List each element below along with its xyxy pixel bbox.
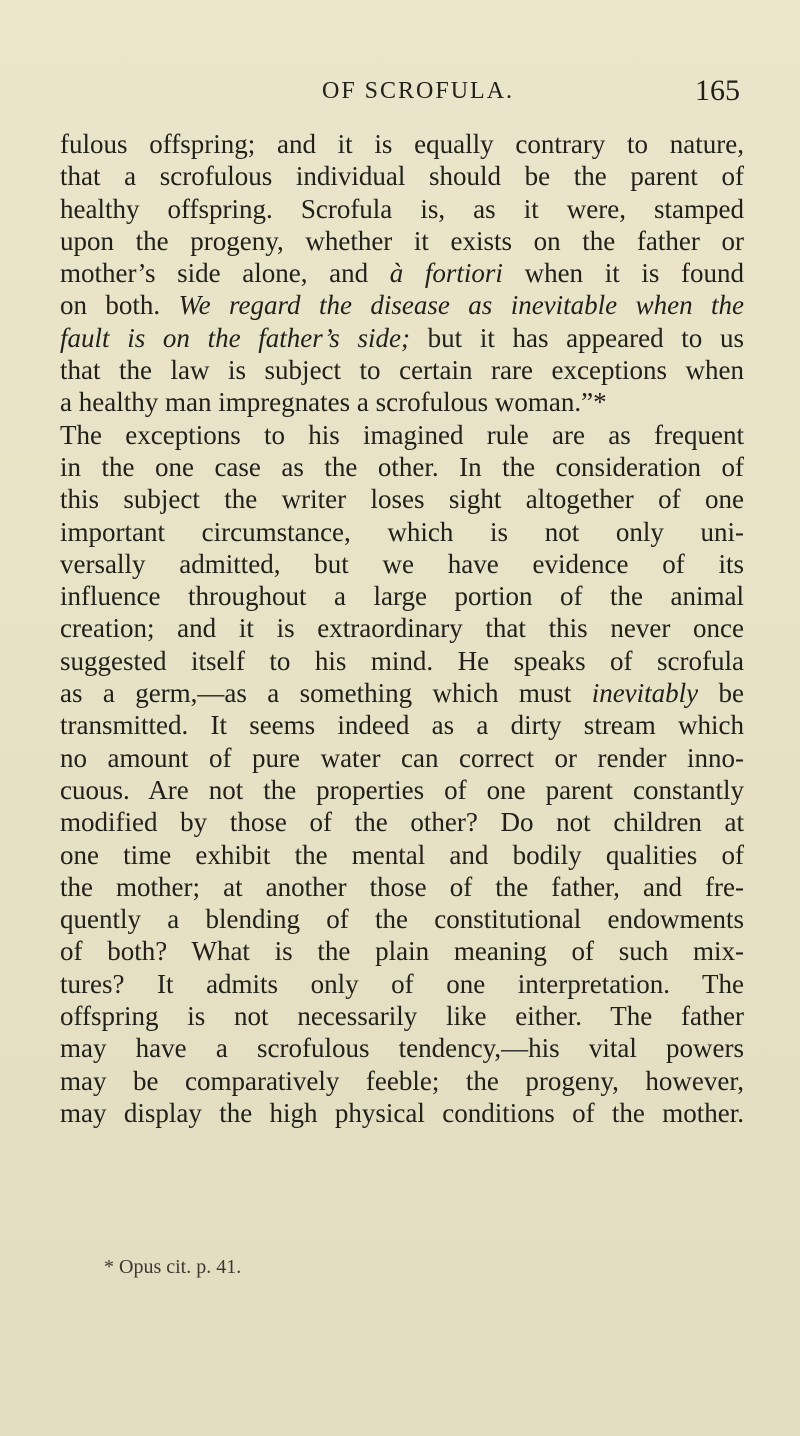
text-line-italic-phrase: mother’s side alone, and à fortiori when it is found bbox=[60, 258, 744, 289]
text-line: suggested itself to his mind. He speaks of scrofula bbox=[60, 645, 744, 676]
text-line: that the law is subject to certain rare exceptions when bbox=[60, 355, 744, 386]
text-line: upon the progeny, whether it exists on the father or bbox=[60, 225, 744, 256]
italic-phrase: fault is on the father’s side; bbox=[60, 322, 410, 353]
text-line: transmitted. It seems indeed as a dirty stream which bbox=[60, 710, 744, 741]
text-line: fulous offspring; and it is equally contrary to nature, bbox=[60, 129, 744, 159]
text-line: offspring is not necessarily like either. The father bbox=[60, 1001, 744, 1032]
text-line: the mother; at another those of the father, and fre- bbox=[60, 871, 744, 902]
text-line-italic-phrase: fault is on the father’s side; but it has appeared to us bbox=[60, 322, 744, 353]
running-title: OF SCROFULA. bbox=[322, 78, 515, 104]
text-line: this subject the writer loses sight altogether of one bbox=[60, 484, 744, 515]
text-line: a healthy man impregnates a scrofulous woman.”* bbox=[60, 387, 607, 418]
italic-phrase: inevitably bbox=[591, 678, 699, 709]
text-line-italic-phrase: on both. We regard the disease as inevitable when the bbox=[60, 290, 744, 321]
text-line: modified by those of the other? Do not children at bbox=[60, 807, 744, 838]
page-header bbox=[60, 74, 740, 118]
text-line: may be comparatively feeble; the progeny, however, bbox=[60, 1065, 744, 1096]
text-line: cuous. Are not the properties of one parent constantly bbox=[60, 774, 744, 805]
text-line: influence throughout a large portion of the animal bbox=[60, 581, 744, 612]
text-line: one time exhibit the mental and bodily qualities of bbox=[60, 839, 744, 870]
text-line: no amount of pure water can correct or render inno- bbox=[60, 742, 744, 773]
text-line: tures? It admits only of one interpretation. The bbox=[60, 968, 744, 999]
text-line: may have a scrofulous tendency,—his vital powers bbox=[60, 1033, 744, 1064]
text-line: that a scrofulous individual should be the parent of bbox=[60, 161, 744, 192]
italic-phrase: We regard the disease as inevitable when the bbox=[178, 290, 744, 321]
body-text bbox=[60, 128, 744, 1129]
text-line: The exceptions to his imagined rule are as frequent bbox=[60, 419, 744, 450]
text-line: important circumstance, which is not only uni- bbox=[60, 516, 744, 547]
text-line: of both? What is the plain meaning of such mix- bbox=[60, 936, 744, 967]
footnote: * Opus cit. p. 41. bbox=[104, 1256, 242, 1278]
italic-phrase: à fortiori bbox=[389, 258, 503, 289]
text-line: may display the high physical conditions of the mother. bbox=[60, 1097, 744, 1128]
text-line: versally admitted, but we have evidence of its bbox=[60, 548, 744, 579]
text-line-italic-phrase: as a germ,—as a something which must inevitably be bbox=[60, 678, 744, 709]
page-number: 165 bbox=[695, 74, 740, 107]
text-line: creation; and it is extraordinary that this never once bbox=[60, 613, 744, 644]
text-line: healthy offspring. Scrofula is, as it were, stamped bbox=[60, 193, 744, 224]
text-line: quently a blending of the constitutional endowments bbox=[60, 904, 744, 935]
text-line: in the one case as the other. In the consideration of bbox=[60, 451, 744, 482]
